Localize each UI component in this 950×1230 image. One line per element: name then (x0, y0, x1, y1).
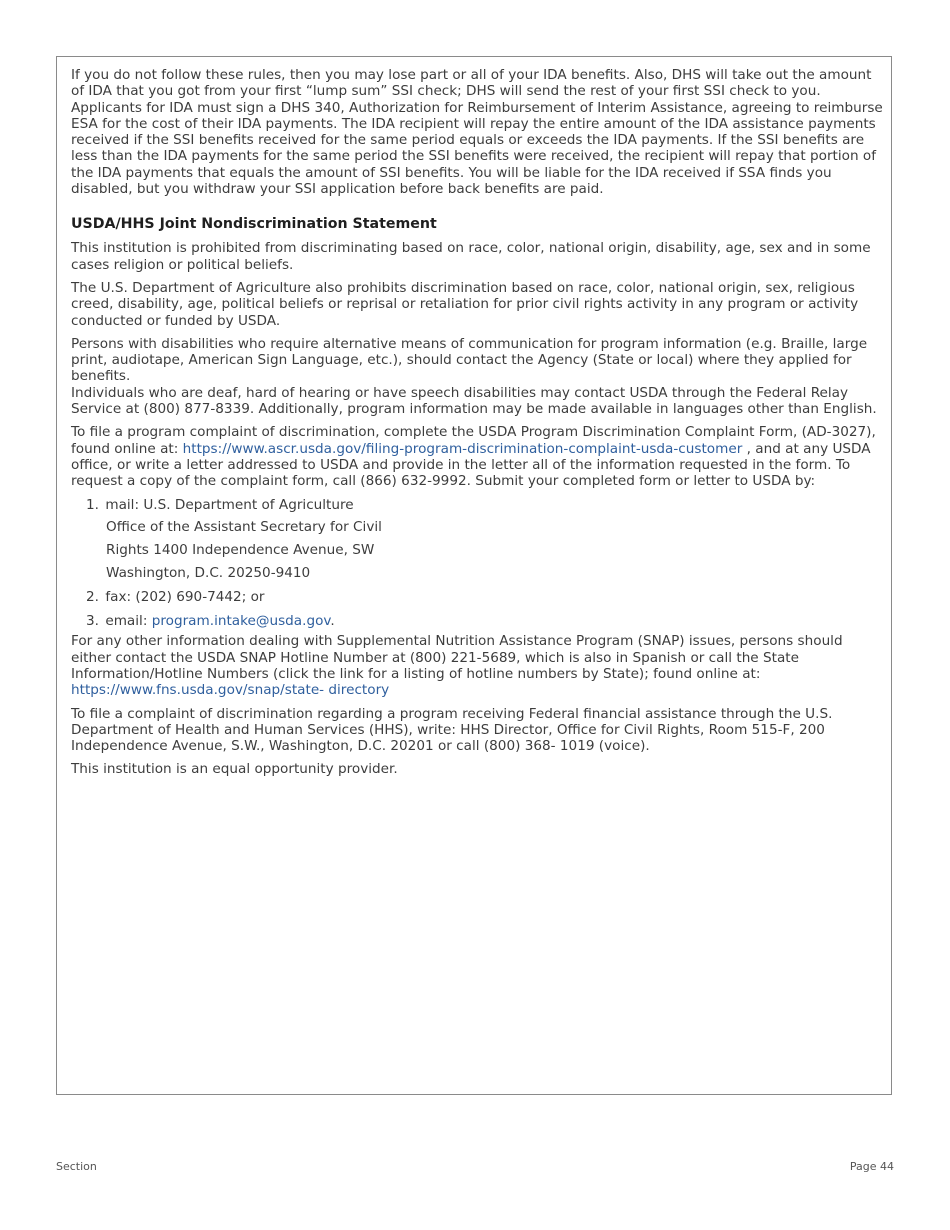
equal-opportunity-statement: This institution is an equal opportunity provider. (71, 761, 398, 778)
footer-section-label: Section (56, 1160, 97, 1173)
complaint-text-end: , and at any USDA office, or write a letter addressed to USDA and provide in the letter all of the information requested in the form. To request a copy of the complaint form, call (866) 632-9992. Submit your completed form or letter to USDA by: (71, 440, 871, 490)
mail-label: mail: U.S. Department of Agriculture (105, 496, 354, 513)
address-line-2: Rights 1400 Independence Avenue, SW (106, 542, 375, 559)
submission-methods-list (71, 497, 883, 630)
document-body (71, 67, 883, 785)
statement-paragraph-2: The U.S. Department of Agriculture also prohibits discrimination based on race, color, national origin, sex, religious creed, disability, age, political beliefs or reprisal or retaliation for prior civil rights activity in any program or activity conducted or funded by USDA. (71, 279, 859, 329)
list-number: 2. (86, 588, 99, 605)
list-item-mail (71, 497, 883, 582)
complaint-text-start: To file a program complaint of discrimination, complete the USDA Program Discrimination Complaint Form, (AD-3027), found online at: (71, 424, 876, 457)
list-item-fax (71, 589, 883, 605)
email-period: . (330, 613, 335, 630)
address-line-3: Washington, D.C. 20250-9410 (106, 565, 311, 582)
list-number: 1. (86, 496, 99, 513)
communication-text: Persons with disabilities who require alternative means of communication for program information (e.g. Braille, large print, audiotape, American Sign Language, etc.), should contact the Agency (State or local) where they applied for benefits. (71, 335, 868, 385)
mailing-address (106, 519, 883, 582)
complaint-paragraph (71, 424, 883, 489)
snap-text: For any other information dealing with Supplemental Nutrition Assistance Program (SNAP) issues, persons should either contact the USDA SNAP Hotline Number at (800) 221-5689, which is also in Spanish or call the State Information/Hotline Numbers (click the link for a listing of hotline numbers by State); found online at: (71, 633, 843, 682)
list-item-email (71, 613, 883, 629)
ida-rules-paragraph: If you do not follow these rules, then you may lose part or all of your IDA benefits. Also, DHS will take out the amount of IDA that you got from your first “lump sum” SSI check; DHS will send the rest of your first SSI check to you. Applicants for IDA must sign a DHS 340, Authorization for Reimbursement of Interim Assistance, agreeing to reimburse ESA for the cost of their IDA payments. The IDA recipient will repay the entire amount of the IDA assistance payments received if the SSI benefits received for the same period equals or exceeds the IDA payments. If the SSI benefits are less than the IDA payments for the same period the SSI benefits were received, the recipient will repay that portion of the IDA payments that equals the amount of SSI benefits. You will be liable for the IDA received if SSA finds you disabled, but you withdraw your SSI application before back benefits are paid. (71, 67, 883, 198)
relay-service-paragraph: Individuals who are deaf, hard of hearing or have speech disabilities may contact USDA through the Federal Relay Service at (800) 877-8339. Additionally, program information may be made available in languages other than English. (71, 384, 877, 418)
fax-text: fax: (202) 690-7442; or (105, 588, 265, 605)
complaint-form-link[interactable]: https://www.ascr.usda.gov/filing-program-discrimination-complaint-usda-customer (182, 440, 743, 457)
address-line-1: Office of the Assistant Secretary for Civil (106, 518, 382, 535)
email-label: email: (105, 613, 152, 630)
statement-paragraph-1: This institution is prohibited from discriminating based on race, color, national origin, disability, age, sex and in some cases religion or political beliefs. (71, 240, 871, 273)
content-frame (56, 56, 892, 1095)
hhs-paragraph: To file a complaint of discrimination regarding a program receiving Federal financial assistance through the U.S. Department of Health and Human Services (HHS), write: HHS Director, Office for Civil Rights, Room 515-F, 200 Independence Avenue, S.W., Washington, D.C. 20201 or call (800) 368- 1019 (voice). (71, 705, 833, 755)
statement-heading: USDA/HHS Joint Nondiscrimination Statement (71, 216, 437, 233)
disability-communication-paragraph (71, 336, 883, 385)
snap-paragraph (71, 633, 883, 698)
snap-directory-link[interactable]: https://www.fns.usda.gov/snap/state- directory (71, 682, 390, 699)
email-link[interactable]: program.intake@usda.gov (151, 613, 331, 630)
footer-page-number: Page 44 (849, 1160, 894, 1173)
list-number: 3. (86, 613, 99, 630)
